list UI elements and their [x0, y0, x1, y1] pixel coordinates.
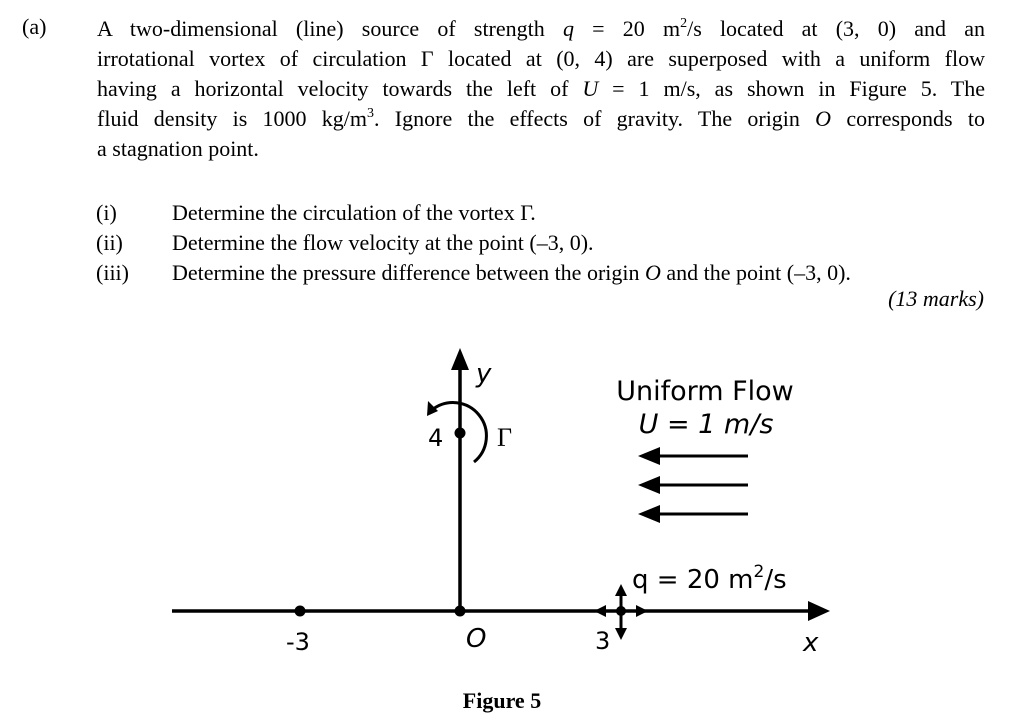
- paragraph-line-1: A two-dimensional (line) source of strength q = 20 $m^2/s$ located at (3, 0) and an: [97, 15, 985, 41]
- arrow-left-icon: [594, 605, 606, 617]
- x-axis-label: x: [803, 628, 819, 658]
- neg-three-point: [295, 606, 306, 617]
- y-axis-arrow-icon: [451, 348, 469, 370]
- subquestion-number: (ii): [96, 230, 123, 255]
- arrow-left-icon: [638, 505, 660, 523]
- origin-point: [455, 606, 466, 617]
- paragraph-line-3: having a horizontal velocity towards the left of U = 1 m/s, as shown in Figure 5. The: [97, 76, 985, 101]
- arrow-right-icon: [636, 605, 648, 617]
- paragraph-line-2: irrotational vortex of circulation Γ located at (0, 4) are superposed with a uniform flow: [97, 46, 985, 71]
- paragraph-line-5: a stagnation point.: [97, 136, 259, 161]
- origin-label: O: [466, 624, 487, 654]
- neg-three-label: -3: [286, 628, 310, 656]
- paragraph-line-4: fluid density is 1000 $kg/m^3$. Ignore the effects of gravity. The origin O corresponds to: [97, 105, 985, 131]
- uniform-flow-value: U = 1 m/s: [638, 409, 774, 440]
- arrow-down-icon: [615, 628, 627, 640]
- marks-label: (13 marks): [888, 286, 984, 311]
- arrow-up-icon: [615, 584, 627, 596]
- y-axis-label: y: [476, 359, 492, 389]
- vortex-point: [455, 428, 466, 439]
- figure-caption: Figure 5: [462, 688, 542, 713]
- arrow-left-icon: [638, 476, 660, 494]
- arrow-left-icon: [638, 447, 660, 465]
- subquestion-number: (i): [96, 200, 117, 225]
- part-label: (a): [22, 14, 47, 39]
- subquestion-number: (iii): [96, 260, 129, 285]
- source-strength-label: q = 20 $m^2/s$: [632, 562, 787, 595]
- uniform-flow-arrows: [650, 456, 748, 514]
- vortex-point-label: 4: [428, 424, 444, 452]
- subquestion-text: Determine the pressure difference between the origin O and the point (–3, 0).: [172, 260, 851, 285]
- source-point: [616, 606, 626, 616]
- subquestion-text: Determine the flow velocity at the point (–3, 0).: [172, 230, 594, 255]
- uniform-flow-title: Uniform Flow: [616, 376, 794, 407]
- source-point-label: 3: [595, 627, 611, 655]
- vortex-symbol-label: Γ: [497, 423, 513, 452]
- x-axis-arrow-icon: [808, 601, 830, 621]
- subquestion-text: Determine the circulation of the vortex Γ.: [172, 200, 536, 225]
